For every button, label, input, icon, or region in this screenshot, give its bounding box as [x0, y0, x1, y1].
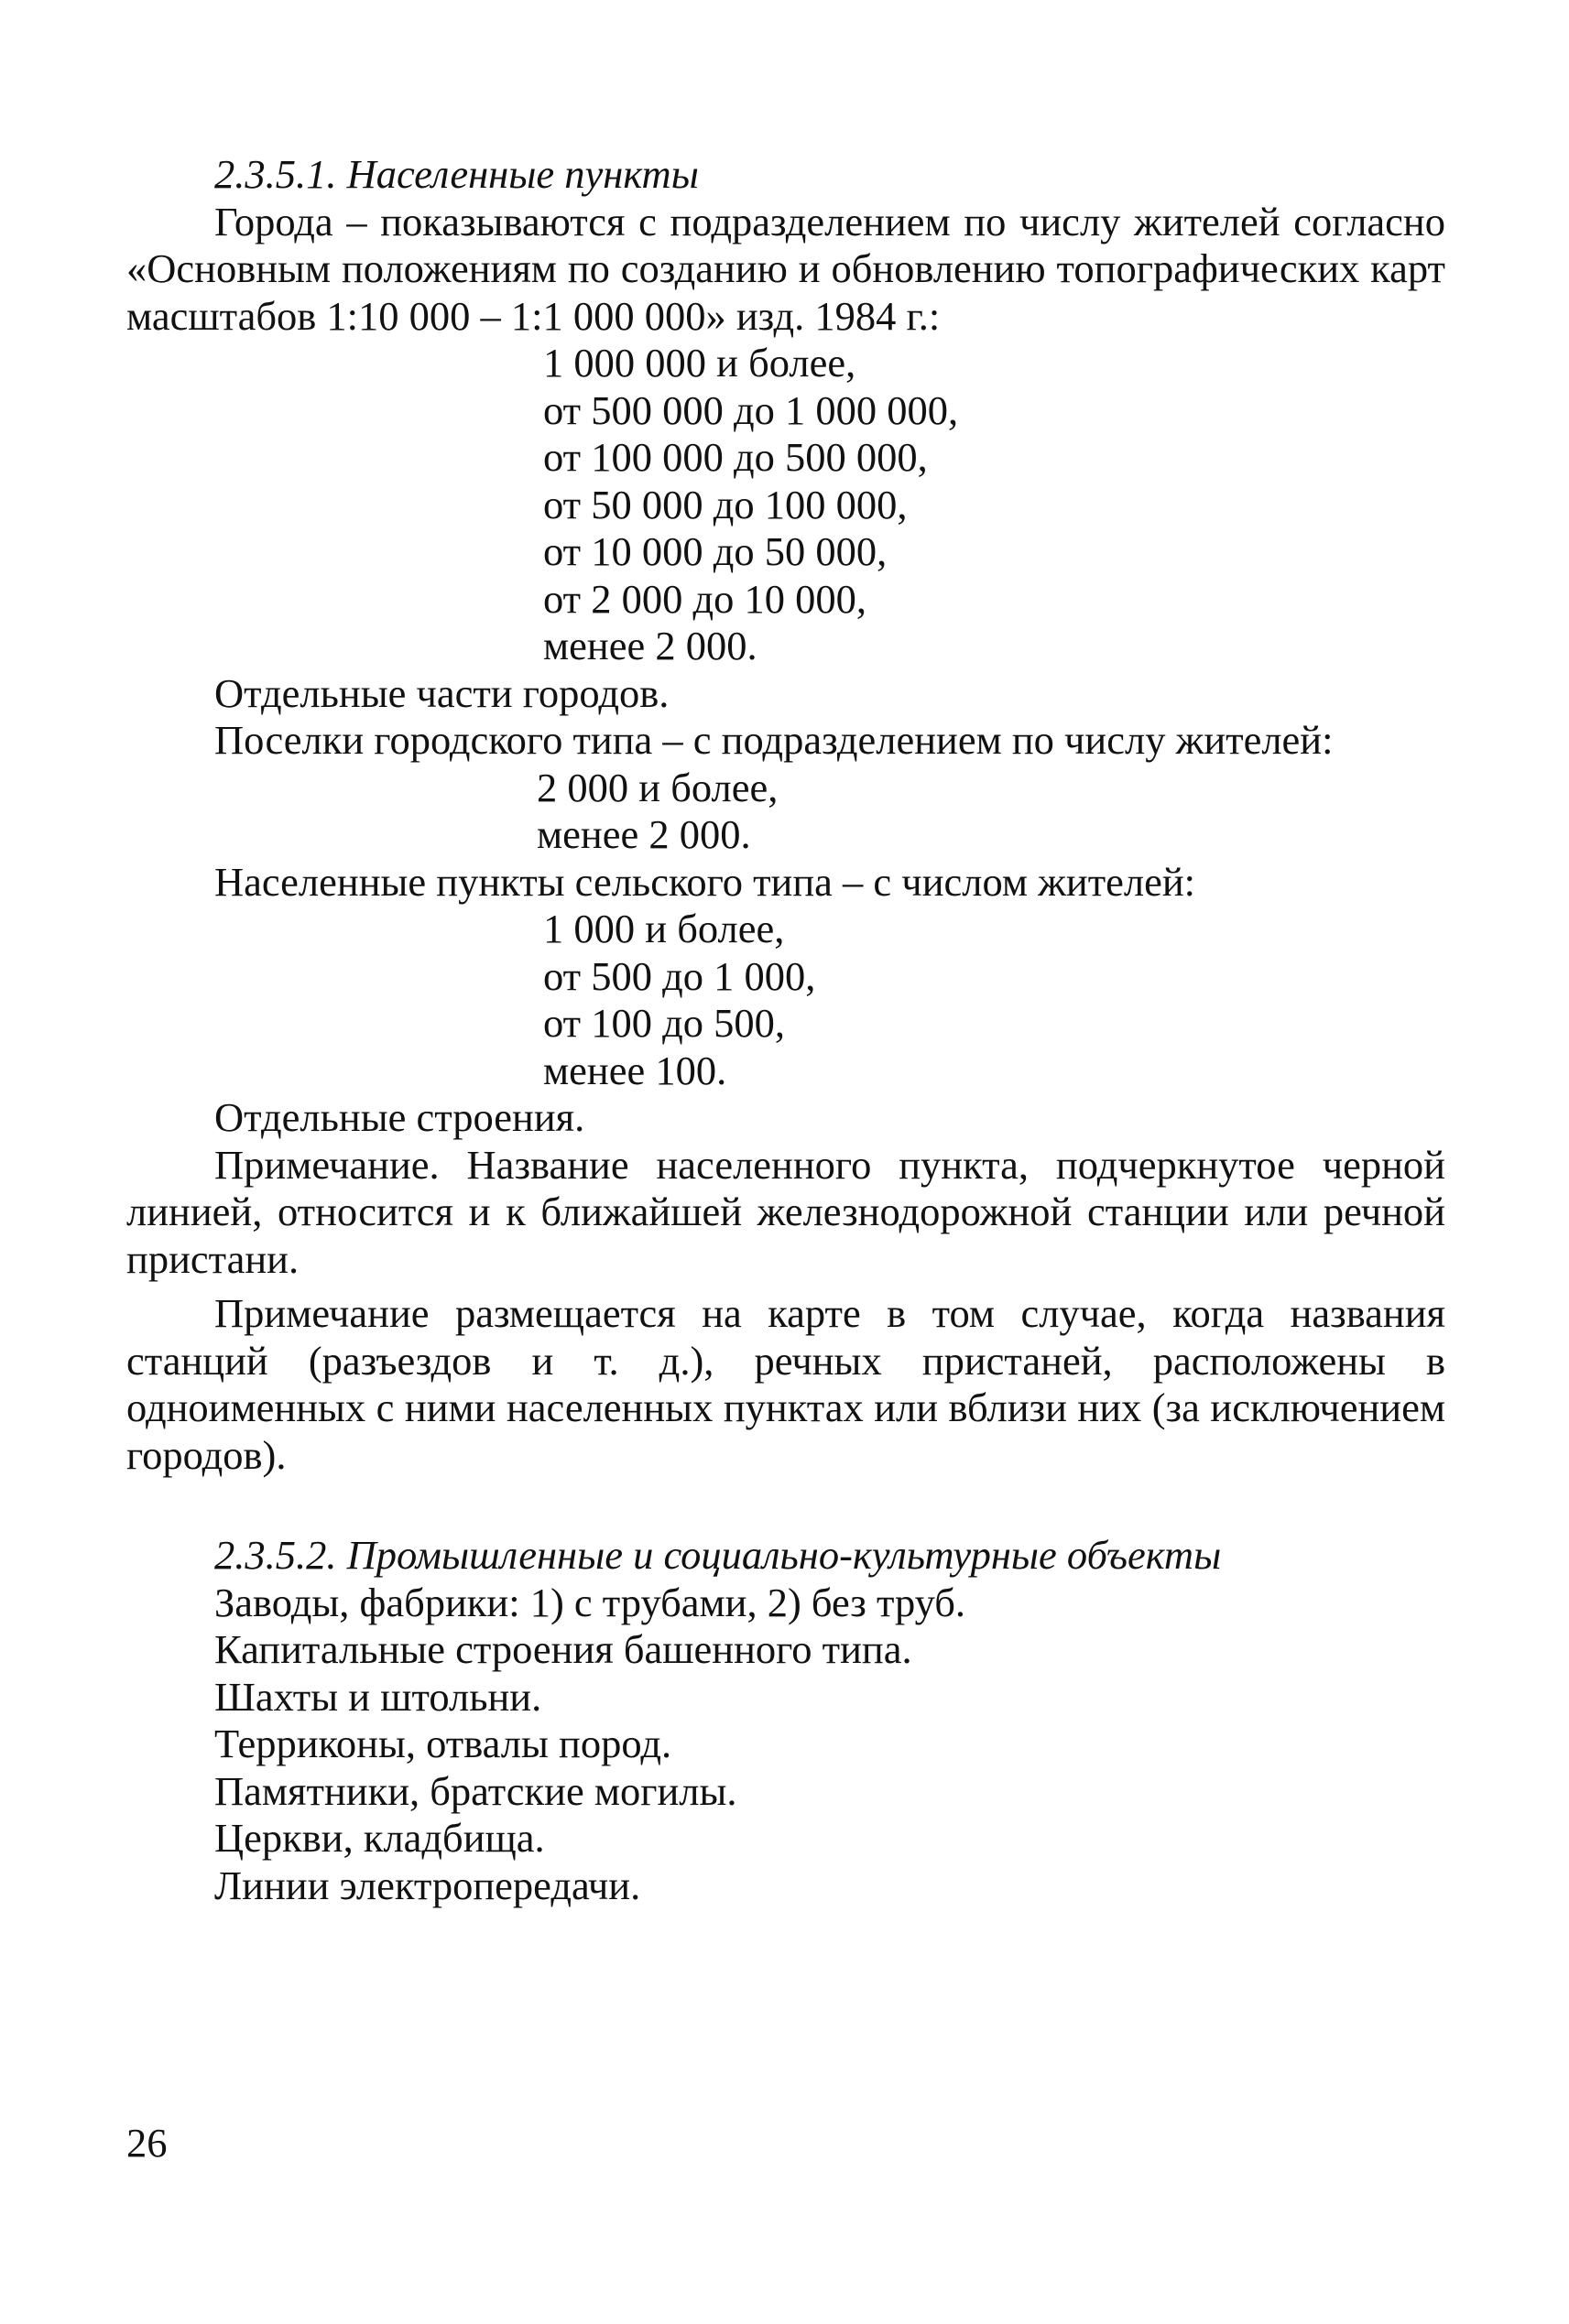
list-item: от 50 000 до 100 000, [543, 481, 908, 527]
list-item: от 500 до 1 000, [543, 952, 816, 999]
urban-settlements-list [126, 765, 1445, 859]
list-item: менее 2 000. [543, 623, 757, 668]
cities-intro-paragraph: Города – показываются с подразделением по числу жителей согласно «Основным положениям по созданию и обновлению топографических карт масштабов 1:10 000 – 1:1 000 000» изд. 1984 г.: [126, 198, 1445, 339]
list-item: Линии электропередачи. [214, 1862, 641, 1908]
section-spacer [126, 1479, 1445, 1532]
list-item: Церкви, кладбища. [214, 1815, 545, 1861]
city-parts-line: Отдельные части городов. [214, 669, 670, 716]
page-number: 26 [126, 2120, 168, 2166]
urban-settlements-intro: Поселки городского типа – с подразделением по числу жителей: [214, 717, 1334, 763]
list-item: менее 2 000. [537, 811, 751, 857]
separate-buildings-line: Отдельные строения. [214, 1094, 585, 1140]
section-heading-industrial: 2.3.5.2. Промышленные и социально-культурные объекты [214, 1532, 1222, 1578]
note-paragraph-1: Примечание. Название населенного пункта, подчеркнутое черной линией, относится и к ближайшей железнодорожной станции или речной пристани. [126, 1141, 1445, 1282]
note-paragraph-2: Примечание размещается на карте в том случае, когда названия станций (разъездов и т. д.), речных пристаней, расположены в одноименных с ними населенных пунктах или вблизи них (за исключением городов). [126, 1290, 1445, 1478]
list-item: Капитальные строения башенного типа. [214, 1626, 912, 1672]
list-item: 1 000 и более, [543, 906, 785, 951]
list-item: от 2 000 до 10 000, [543, 575, 867, 622]
list-item: от 10 000 до 50 000, [543, 528, 888, 574]
list-item: Заводы, фабрики: 1) с трубами, 2) без труб. [214, 1579, 966, 1625]
list-item: 1 000 000 и более, [543, 340, 856, 386]
list-item: 2 000 и более, [537, 764, 779, 810]
list-item: от 100 до 500, [543, 1000, 786, 1046]
list-item: от 100 000 до 500 000, [543, 434, 928, 480]
industrial-objects-list [126, 1580, 1445, 1910]
rural-settlements-intro: Населенные пункты сельского типа – с числом жителей: [214, 858, 1196, 905]
list-item: Шахты и штольни. [214, 1673, 542, 1720]
rural-settlements-list [126, 906, 1445, 1094]
list-item: менее 100. [543, 1047, 727, 1093]
section-heading-settlements: 2.3.5.1. Населенные пункты [214, 151, 699, 197]
page-body [126, 151, 1445, 1909]
spacer [126, 1283, 1445, 1290]
list-item: от 500 000 до 1 000 000, [543, 386, 959, 433]
list-item: Терриконы, отвалы пород. [214, 1721, 672, 1766]
cities-population-list [126, 340, 1445, 670]
list-item: Памятники, братские могилы. [214, 1767, 737, 1814]
